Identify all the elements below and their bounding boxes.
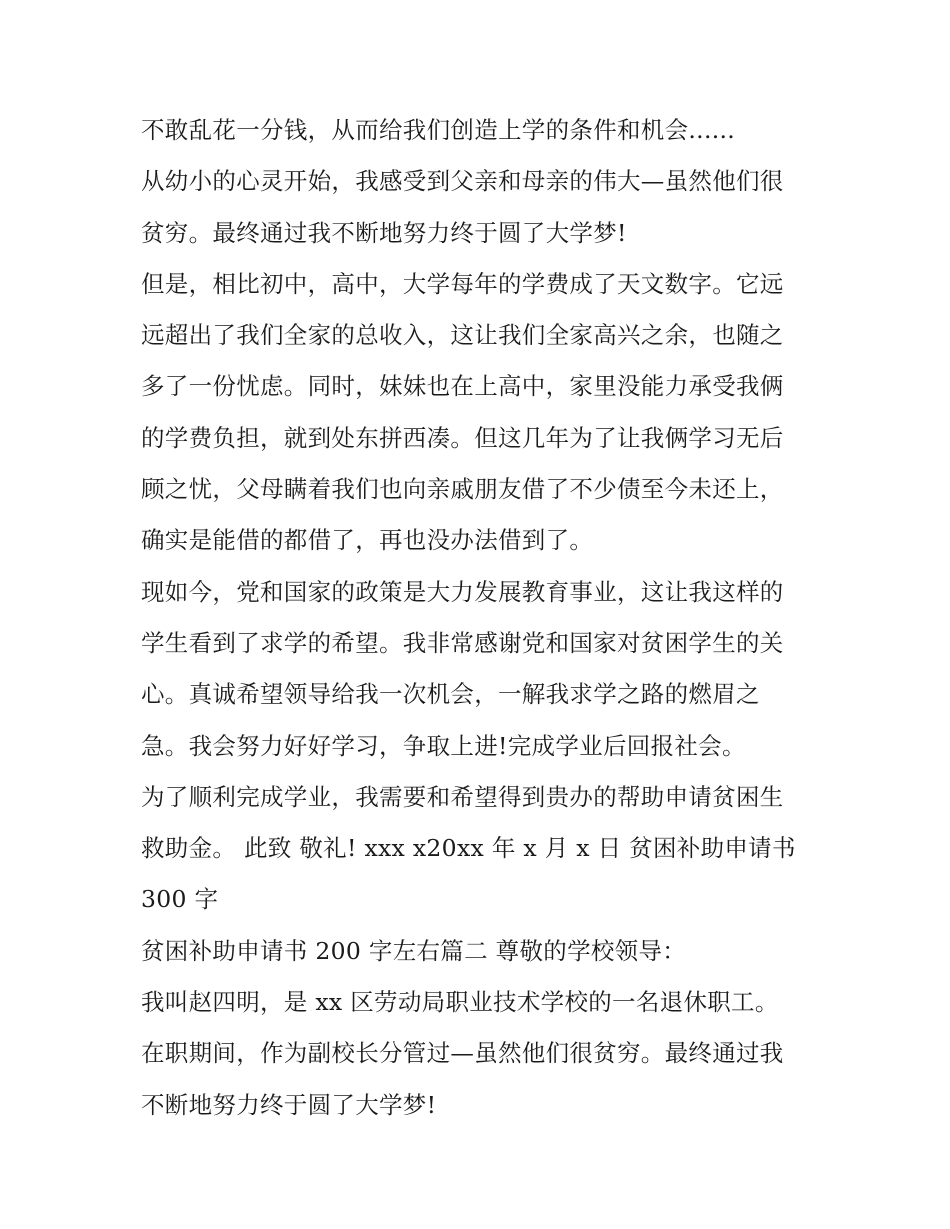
text-line: 我叫赵四明，是 xx 区劳动局职业技术学校的一名退休职工。 [141,988,779,1017]
text-line: 贫穷。最终通过我不断地努力终于圆了大学梦! [141,218,627,247]
text-line: 从幼小的心灵开始，我感受到父亲和母亲的伟大—虽然他们很 [141,167,784,196]
body-text [141,108,821,1134]
text-line: 确实是能借的都借了，再也没办法借到了。 [141,526,594,555]
text-line: 心。真诚希望领导给我一次机会，一解我求学之路的燃眉之 [141,680,760,709]
text-line: 现如今，党和国家的政策是大力发展教育事业，这让我这样的 [141,577,784,606]
text-line: 300 字 [141,885,219,914]
text-line: 远超出了我们全家的总收入，这让我们全家高兴之余，也随之 [141,321,784,350]
text-line: 为了顺利完成学业，我需要和希望得到贵办的帮助申请贫困生 [141,782,784,811]
text-line: 急。我会努力好好学习，争取上进!完成学业后回报社会。 [141,731,746,760]
text-line: 但是，相比初中，高中，大学每年的学费成了天文数字。它远 [141,269,784,298]
text-line: 顾之忧，父母瞒着我们也向亲戚朋友借了不少债至今未还上， [141,475,784,504]
text-line: 不敢乱花一分钱，从而给我们创造上学的条件和机会...... [141,116,736,144]
text-line: 多了一份忧虑。同时，妹妹也在上高中，家里没能力承受我俩 [141,372,784,401]
text-line: 的学费负担，就到处东拼西凑。但这几年为了让我俩学习无后 [141,423,784,452]
text-line: 不断地努力终于圆了大学梦! [141,1090,437,1119]
text-line: 学生看到了求学的希望。我非常感谢党和国家对贫困学生的关 [141,628,784,657]
text-line: 在职期间，作为副校长分管过—虽然他们很贫穷。最终通过我 [141,1039,784,1068]
text-line: 救助金。 此致 敬礼! xxx x20xx 年 x 月 x 日 贫困补助申请书 [141,834,796,863]
text-line: 贫困补助申请书 200 字左右篇二 尊敬的学校领导： [141,936,687,965]
